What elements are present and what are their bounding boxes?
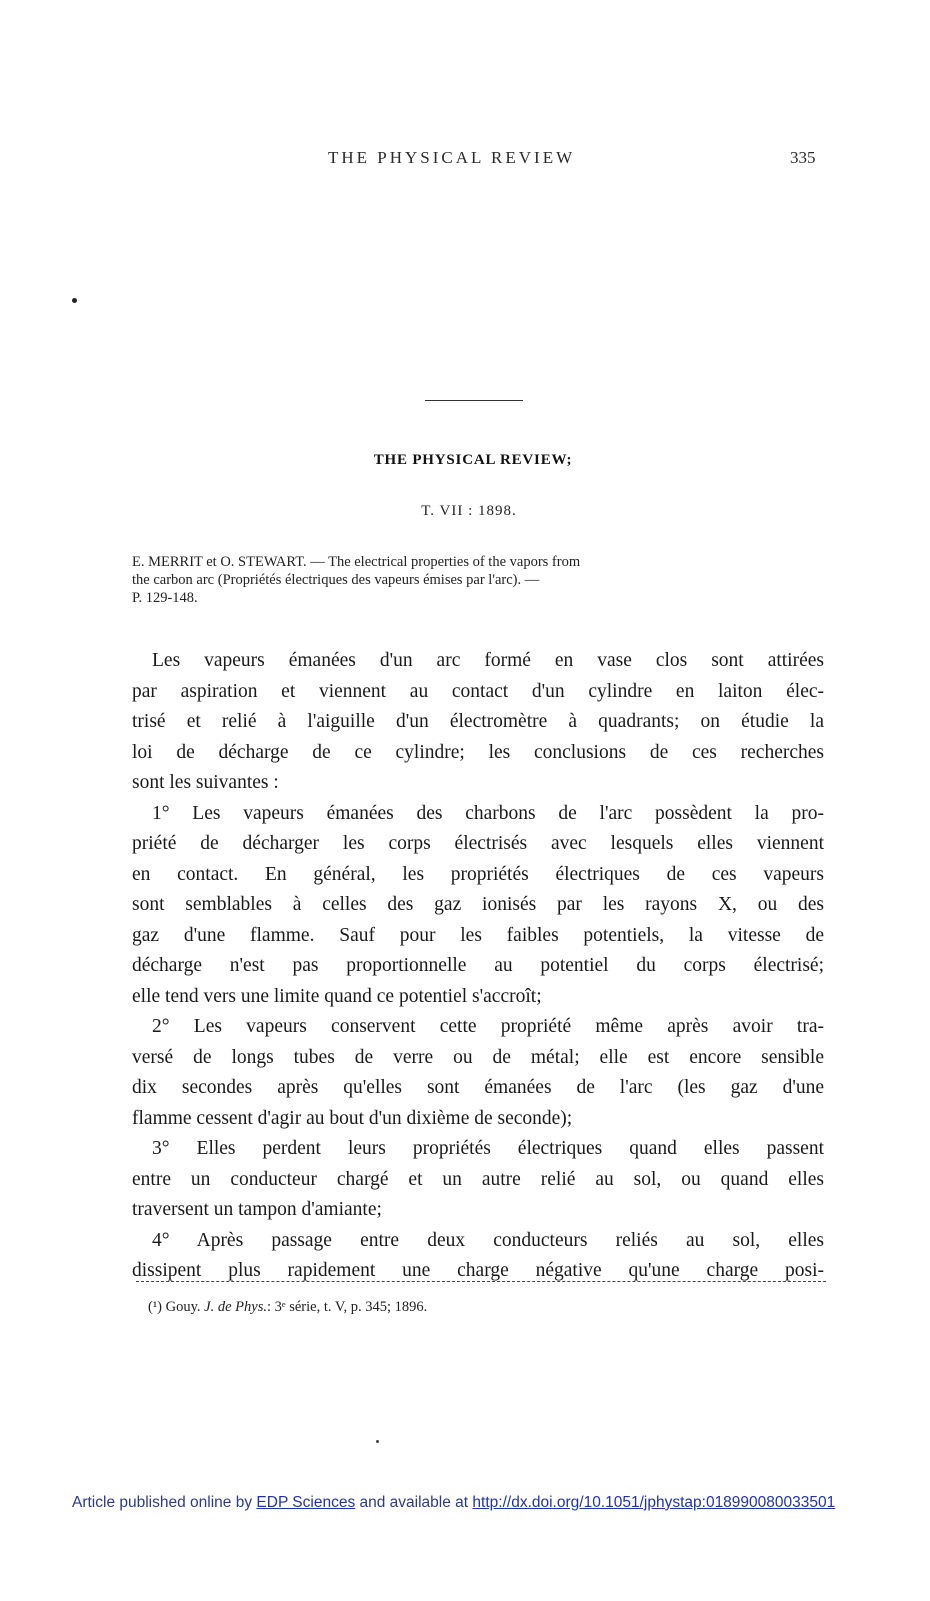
body-line: dix secondes après qu'elles sont émanées de l'arc (les gaz d'une <box>132 1077 824 1098</box>
page-number: 335 <box>790 148 816 167</box>
footnote <box>148 1299 427 1316</box>
publisher-link[interactable]: EDP Sciences <box>256 1494 356 1511</box>
body-line: elle tend vers une limite quand ce potentiel s'accroît; <box>132 985 542 1007</box>
citation-line: E. MERRIT et O. STEWART. — The electrical properties of the vapors from <box>132 554 581 570</box>
print-speck <box>72 298 77 303</box>
body-line: entre un conducteur chargé et un autre relié au sol, ou quand elles <box>132 1168 824 1190</box>
citation-line: the carbon arc (Propriétés électriques des vapeurs émises par l'arc). — <box>132 572 540 588</box>
body-line: Les vapeurs émanées d'un arc formé en vase clos sont attirées <box>152 650 824 671</box>
footnote-details: : 3ᵉ série, t. V, p. 345; 1896. <box>266 1299 428 1315</box>
body-line: traversent un tampon d'amiante; <box>132 1199 382 1220</box>
doi-link[interactable]: http://dx.doi.org/10.1051/jphystap:018990080033501 <box>472 1494 836 1511</box>
body-line: dissipent plus rapidement une charge négative qu'une charge posi- <box>132 1260 824 1281</box>
body-line: 4° Après passage entre deux conducteurs reliés au sol, elles <box>152 1229 824 1251</box>
body-line: gaz d'une flamme. Sauf pour les faibles potentiels, la vitesse de <box>132 924 824 946</box>
footnote-journal: J. de Phys. <box>204 1299 267 1315</box>
body-line: 3° Elles perdent leurs propriétés électriques quand elles passent <box>152 1138 824 1159</box>
body-line: sont les suivantes : <box>132 772 279 793</box>
body-line: versé de longs tubes de verre ou de métal; elle est encore sensible <box>132 1046 824 1068</box>
running-title: THE PHYSICAL REVIEW <box>328 148 576 167</box>
body-line: sont semblables à celles des gaz ionisés par les rayons X, ou des <box>132 894 824 915</box>
print-speck <box>376 1440 379 1443</box>
body-line: 2° Les vapeurs conservent cette propriété même après avoir tra- <box>152 1016 824 1037</box>
body-line: en contact. En général, les propriétés électriques de ces vapeurs <box>132 863 824 885</box>
footnote-rule <box>136 1281 826 1282</box>
footnote-marker: (¹) <box>148 1299 163 1315</box>
body-line: flamme cessent d'agir au bout d'un dixième de seconde); <box>132 1107 573 1129</box>
volume-label: T. VII : 1898. <box>421 503 517 519</box>
section-divider <box>425 400 523 401</box>
body-line: décharge n'est pas proportionnelle au potentiel du corps électrisé; <box>132 955 824 976</box>
journal-title: THE PHYSICAL REVIEW; <box>373 452 573 468</box>
article-citation <box>132 553 822 607</box>
publication-notice <box>72 1494 835 1512</box>
footnote-author: Gouy. <box>165 1299 201 1315</box>
running-head <box>0 148 930 172</box>
publication-middle: and available at <box>359 1494 469 1511</box>
body-line: par aspiration et viennent au contact d'un cylindre en laiton élec- <box>132 680 824 702</box>
article-summary <box>132 646 824 1287</box>
body-line: 1° Les vapeurs émanées des charbons de l'arc possèdent la pro- <box>152 802 824 824</box>
publication-prefix: Article published online by <box>72 1494 253 1511</box>
body-line: loi de décharge de ce cylindre; les conclusions de ces recherches <box>132 741 824 763</box>
citation-line: P. 129-148. <box>132 590 198 606</box>
body-line: trisé et relié à l'aiguille d'un électromètre à quadrants; on étudie la <box>132 711 824 732</box>
body-line: priété de décharger les corps électrisés avec lesquels elles viennent <box>132 833 824 854</box>
